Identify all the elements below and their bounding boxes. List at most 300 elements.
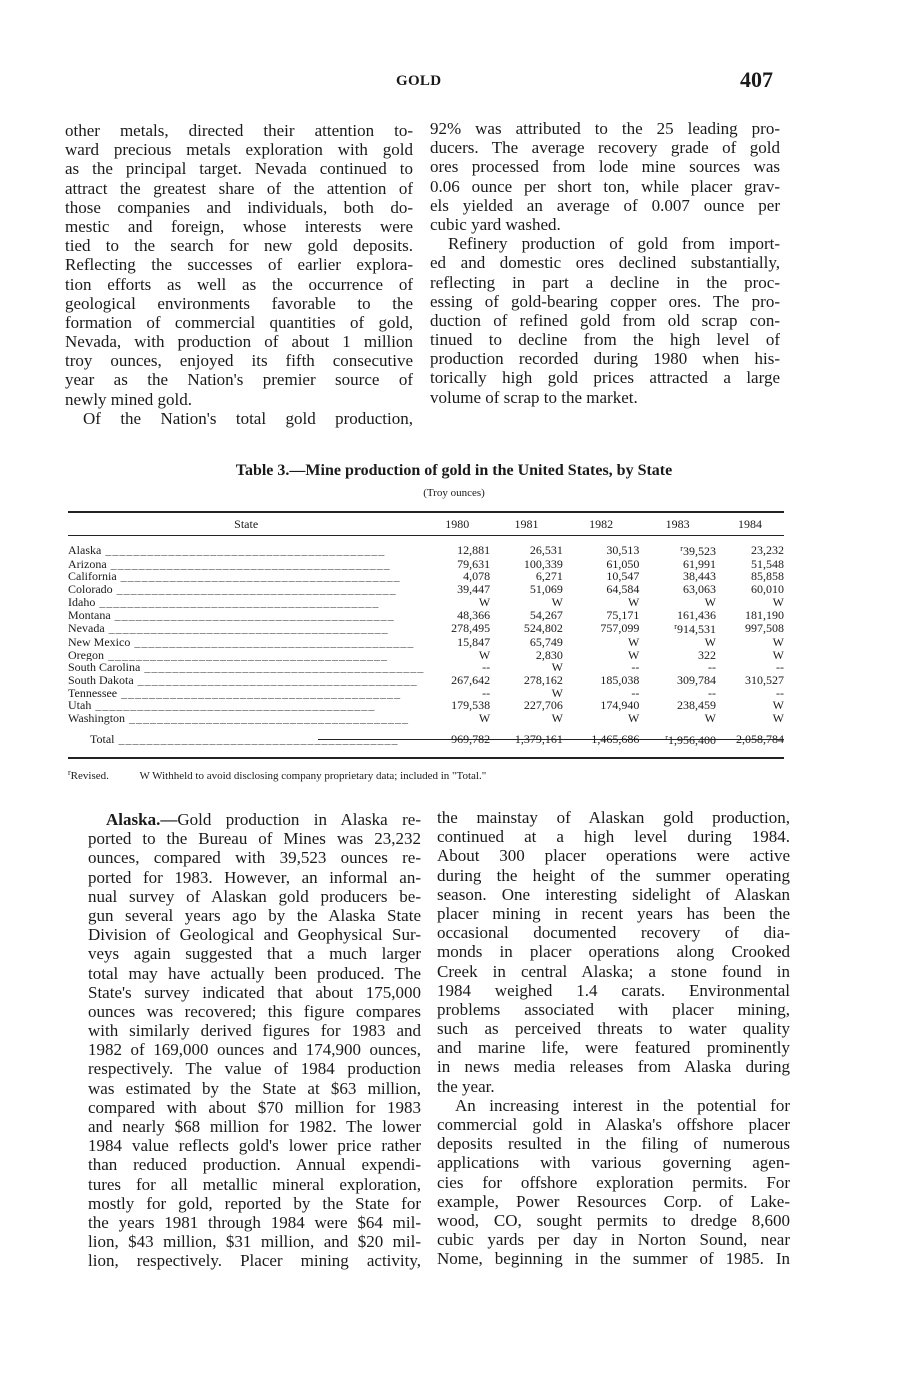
text-line-content: 1984 value reflects gold's lower price rather <box>88 1136 421 1156</box>
text-line <box>88 1021 421 1040</box>
text-line <box>437 1153 790 1172</box>
text-line <box>65 217 413 236</box>
text-line <box>65 313 413 332</box>
text-line <box>437 1077 790 1096</box>
text-line-content: other metals, directed their attention to- <box>65 121 413 140</box>
text-line <box>437 1096 790 1115</box>
running-header: GOLD <box>396 73 442 89</box>
text-line-content: lion, $43 million, $31 million, and $20 mil- <box>88 1232 421 1252</box>
text-line <box>65 159 413 178</box>
table-bottom-rule <box>68 757 784 759</box>
value-text: W <box>478 594 491 609</box>
text-line <box>65 121 413 140</box>
text-line-content: such as perceived threats to water quality <box>437 1019 790 1039</box>
text-line-content: Nevada, with production of about 1 million <box>65 332 413 352</box>
text-line <box>437 942 790 961</box>
value-text: 278,495 <box>451 621 491 636</box>
leader-dots: ________________________________________ <box>130 635 415 649</box>
value-text: W <box>704 711 716 726</box>
footnote-text: Revised. <box>70 770 109 782</box>
text-line-content: geological environments favorable to the <box>65 293 413 313</box>
state-name: Oregon <box>68 648 104 662</box>
state-name: Utah <box>68 699 92 713</box>
value-text: 65,749 <box>529 634 563 649</box>
text-line-content: gun several years ago by the Alaska State <box>88 905 421 925</box>
text-line-content: Division of Geological and Geophysical Sur- <box>88 925 421 945</box>
state-cell <box>68 609 424 622</box>
text-line <box>65 332 413 351</box>
text-line-content: in news media releases from Alaska during <box>437 1057 790 1077</box>
text-line-content: the years 1981 through 1984 were $64 mil- <box>88 1212 421 1232</box>
value-text: 4,078 <box>463 569 491 584</box>
leader-dots: ________________________________________ <box>117 686 402 700</box>
text-line <box>88 1136 421 1155</box>
table-footnotes <box>68 768 500 782</box>
value-cell <box>716 649 784 662</box>
value-text: 75,171 <box>606 607 640 622</box>
value-cell <box>716 543 784 558</box>
text-line <box>437 1000 790 1019</box>
text-line-content: veys again suggested that a much larger <box>88 944 421 964</box>
text-line-content: during the height of the summer operating <box>437 865 790 885</box>
text-column-top-right <box>430 119 780 407</box>
value-text: 63,063 <box>682 582 716 597</box>
text-line-content: Refinery production of gold from import- <box>448 234 780 254</box>
text-line <box>65 140 413 159</box>
leader-dots: ________________________________________ <box>95 595 380 609</box>
table-header-row <box>68 514 784 534</box>
table-row <box>68 674 784 687</box>
state-cell <box>68 674 424 687</box>
value-text: 309,784 <box>676 673 716 688</box>
value-cell <box>490 725 563 755</box>
state-name: Tennessee <box>68 686 118 700</box>
value-text: 61,991 <box>682 556 716 571</box>
value-text: -- <box>707 685 716 700</box>
text-line-content: season. One interesting sidelight of Alaskan <box>437 884 790 904</box>
value-text: W <box>551 711 563 726</box>
text-line-content: applications with various governing agen- <box>437 1153 790 1173</box>
text-line-content: formation of commercial quantities of gold, <box>65 312 413 332</box>
state-cell <box>68 712 424 725</box>
state-name: Nevada <box>68 621 105 636</box>
text-line-content: 92% was attributed to the 25 leading pro- <box>430 119 780 138</box>
state-name: New Mexico <box>68 635 131 649</box>
leader-dots: ________________________________________ <box>140 661 425 675</box>
text-line-content: 1982 of 169,000 ounces and 174,900 ounces, <box>88 1040 421 1060</box>
value-text: 2,058,784 <box>736 732 784 747</box>
text-line-content: attract the greatest share of the attention of <box>65 178 413 198</box>
text-column-bottom-right <box>437 808 790 1269</box>
text-line <box>430 119 780 138</box>
value-text: W <box>772 647 784 662</box>
text-line-content: 0.06 ounce per short ton, while placer grav- <box>430 176 780 196</box>
value-text: W <box>772 634 784 649</box>
text-line-content: and marine life, were featured prominently <box>437 1038 790 1058</box>
value-cell <box>563 649 639 662</box>
state-name: Total <box>90 732 115 747</box>
text-line <box>437 1173 790 1192</box>
text-line <box>88 1002 421 1021</box>
text-line <box>88 1040 421 1059</box>
text-line-content: compared with about $70 million for 1983 <box>88 1097 421 1117</box>
text-line <box>430 311 780 330</box>
text-line <box>65 255 413 274</box>
value-text: 524,802 <box>523 621 563 636</box>
value-text: W <box>551 685 563 700</box>
leader-dots: ________________________________________ <box>91 699 376 713</box>
value-text: W <box>628 647 640 662</box>
text-line-content: problems associated with placer mining, <box>437 999 790 1019</box>
text-line-content: and nearly $68 million for 1982. The lower <box>88 1117 421 1136</box>
text-line <box>430 349 780 368</box>
text-line <box>65 294 413 313</box>
value-cell <box>424 543 490 558</box>
value-text: 54,267 <box>529 607 563 622</box>
text-line <box>437 1019 790 1038</box>
table-row <box>68 636 784 649</box>
text-line-content: cubic yards per day in Norton Sound, near <box>437 1230 790 1250</box>
value-text: 238,459 <box>676 698 716 713</box>
text-line-content: year as the Nation's premier source of <box>65 370 413 390</box>
text-line <box>88 848 421 867</box>
text-line-content: State's survey indicated that about 175,000 <box>88 982 421 1002</box>
value-text: W <box>704 594 716 609</box>
value-text: 100,339 <box>523 556 563 571</box>
value-text: 179,538 <box>451 698 491 713</box>
revised-mark: r <box>674 622 677 632</box>
text-line-content: troy ounces, enjoyed its fifth consecutive <box>65 351 413 371</box>
value-text: -- <box>631 660 640 675</box>
text-line <box>437 1192 790 1211</box>
value-cell <box>563 609 639 622</box>
text-line-content: ores processed from lode mine sources was <box>430 157 780 177</box>
value-cell <box>490 609 563 622</box>
state-cell <box>68 687 424 700</box>
text-line-content: lion, respectively. Placer mining activity, <box>88 1251 421 1271</box>
text-line-content: reflecting in part a decline in the proc- <box>430 272 780 292</box>
value-cell <box>716 725 784 755</box>
value-text: W <box>478 711 491 726</box>
text-line-content: total may have actually been produced. The <box>88 963 421 983</box>
state-cell <box>68 596 424 609</box>
text-line-content: volume of scrap to the market. <box>430 387 638 407</box>
text-line-content: Creek in central Alaska; a stone found in <box>437 961 790 981</box>
value-text: 79,631 <box>457 556 491 571</box>
text-line-content: monds in placer operations along Crooked <box>437 942 790 962</box>
column-header: 1982 <box>589 516 614 531</box>
value-text: W <box>628 634 640 649</box>
table-top-rule <box>68 511 784 513</box>
value-text: 39,447 <box>457 582 491 597</box>
value-text: 10,547 <box>606 569 640 584</box>
state-cell <box>68 621 424 636</box>
table-row <box>68 558 784 571</box>
text-line <box>88 1194 421 1213</box>
value-text: -- <box>776 660 784 675</box>
state-name: California <box>68 570 117 584</box>
value-text: -- <box>631 685 640 700</box>
text-line <box>430 196 780 215</box>
value-cell <box>716 621 784 636</box>
table-subtitle: (Troy ounces) <box>423 487 485 499</box>
value-text: W <box>628 594 640 609</box>
text-line-content: tinued to decline from the high level of <box>430 330 780 350</box>
text-line-content: the year. <box>437 1076 495 1096</box>
value-cell <box>424 712 490 725</box>
value-text: 85,858 <box>751 569 784 584</box>
text-line <box>430 368 780 387</box>
value-text: W <box>551 594 563 609</box>
column-header: State <box>234 516 259 531</box>
text-line-content: tied to the search for new gold deposits. <box>65 236 413 256</box>
value-cell <box>424 649 490 662</box>
text-line-content: as the principal target. Nevada continued to <box>65 159 413 179</box>
value-text: 1,379,161 <box>514 732 563 747</box>
text-line-content: An increasing interest in the potential for <box>455 1095 790 1115</box>
value-text: 12,881 <box>457 543 491 557</box>
text-line <box>437 846 790 865</box>
value-text: 15,847 <box>457 634 491 649</box>
value-cell <box>639 712 716 725</box>
state-name: Montana <box>68 608 111 622</box>
value-text: 757,099 <box>600 621 640 636</box>
state-name: Colorado <box>68 583 113 596</box>
leader-dots: ________________________________________ <box>133 674 418 687</box>
value-cell <box>563 674 639 687</box>
state-cell <box>68 543 424 558</box>
table-title: Table 3.—Mine production of gold in the United States, by State <box>235 462 673 479</box>
text-line <box>88 1098 421 1117</box>
value-cell <box>639 543 716 558</box>
leader-dots: ________________________________________ <box>106 557 391 571</box>
text-line-content: ounces, compared with 39,523 ounces re- <box>88 848 421 868</box>
value-text: W <box>704 634 716 649</box>
value-cell <box>424 725 490 755</box>
text-line <box>437 962 790 981</box>
text-line <box>437 827 790 846</box>
state-cell <box>68 636 424 649</box>
text-line <box>88 944 421 963</box>
leader-dots: ________________________________________ <box>101 543 386 557</box>
value-text: 227,706 <box>523 698 563 713</box>
column-header: 1984 <box>737 516 762 531</box>
leader-dots: ________________________________________ <box>104 648 388 662</box>
text-line <box>65 409 413 428</box>
value-cell <box>424 621 490 636</box>
text-line-content: els yielded an average of 0.007 ounce per <box>430 195 780 215</box>
column-header: 1981 <box>514 516 539 531</box>
text-line-content: commercial gold in Alaska's offshore placer <box>437 1115 790 1134</box>
text-line-content: ounces was recovered; this figure compares <box>88 1001 421 1021</box>
value-text: 278,162 <box>523 673 563 688</box>
text-line-content: 1984 weighed 1.4 carats. Environmental <box>437 980 790 1000</box>
value-text: -- <box>707 660 716 675</box>
text-line-content: newly mined gold. <box>65 389 193 409</box>
text-line <box>88 1232 421 1251</box>
text-line <box>437 1211 790 1230</box>
table-row <box>68 621 784 636</box>
state-cell <box>68 699 424 712</box>
text-line-content: wood, CO, sought permits to dredge 8,600 <box>437 1210 790 1230</box>
text-line-content: was estimated by the State at $63 million, <box>88 1078 421 1098</box>
text-column-top-left <box>65 121 413 428</box>
text-line <box>430 234 780 253</box>
text-line <box>437 904 790 923</box>
section-heading: Alaska.— <box>106 810 178 829</box>
value-text: 6,271 <box>535 569 563 584</box>
text-line-content: ed and domestic ores declined substantially, <box>430 253 780 273</box>
text-line-content: Gold production in Alaska re- <box>177 810 421 829</box>
leader-dots: ________________________________________ <box>110 608 395 622</box>
text-line-content: than reduced production. Annual expendi- <box>88 1155 421 1175</box>
text-line <box>88 1251 421 1270</box>
value-text: W <box>478 647 491 662</box>
value-text: 30,513 <box>606 543 640 557</box>
text-line-content: continued at a high level during 1984. <box>437 827 790 847</box>
text-line <box>88 1059 421 1078</box>
value-text: 39,523 <box>682 544 716 558</box>
state-cell <box>68 725 424 755</box>
value-cell <box>639 621 716 636</box>
text-line-content: essing of gold-bearing copper ores. The pro- <box>430 291 780 311</box>
text-line-content: cubic yard washed. <box>430 214 561 234</box>
revised-mark: r <box>680 544 683 553</box>
value-text: 1,465,686 <box>591 732 640 747</box>
text-line-content: occasional documented recovery of dia- <box>437 923 790 943</box>
value-text: 161,436 <box>676 607 716 622</box>
text-line-content: duction of refined gold from old scrap con- <box>430 310 780 330</box>
table-row <box>68 649 784 662</box>
value-text: 60,010 <box>751 582 784 597</box>
text-line <box>437 885 790 904</box>
table-row <box>68 570 784 583</box>
value-cell <box>563 712 639 725</box>
value-text: 23,232 <box>751 543 784 557</box>
text-line-content: ported for 1983. However, an informal an- <box>88 867 421 887</box>
table-row <box>68 712 784 725</box>
text-line <box>430 157 780 176</box>
text-line <box>65 390 413 409</box>
value-cell <box>716 712 784 725</box>
leader-dots: ________________________________________ <box>116 570 401 584</box>
text-line <box>430 330 780 349</box>
value-cell <box>424 609 490 622</box>
value-text: 185,038 <box>600 673 640 688</box>
value-cell <box>639 674 716 687</box>
value-cell <box>563 725 639 755</box>
text-line <box>430 138 780 157</box>
value-cell <box>424 674 490 687</box>
state-cell <box>68 649 424 662</box>
value-text: -- <box>482 660 491 675</box>
leader-dots: ________________________________________ <box>104 621 389 636</box>
value-text: 969,782 <box>451 732 491 747</box>
value-cell <box>716 609 784 622</box>
value-text: 181,190 <box>745 607 784 622</box>
footnote-revised <box>68 770 123 782</box>
text-line-content: nual survey of Alaskan gold producers be- <box>88 886 421 906</box>
table-row <box>68 583 784 596</box>
value-cell <box>490 543 563 558</box>
state-name: South Carolina <box>68 661 141 675</box>
text-line-content: cies for offshore exploration permits. For <box>437 1172 790 1192</box>
text-line <box>88 925 421 944</box>
text-line <box>430 215 780 234</box>
text-line <box>88 964 421 983</box>
text-line <box>437 1057 790 1076</box>
value-cell <box>490 712 563 725</box>
value-cell <box>563 621 639 636</box>
value-cell <box>563 543 639 558</box>
value-cell <box>716 674 784 687</box>
text-line-content: with similarly derived figures for 1983 and <box>88 1021 421 1041</box>
text-line <box>65 179 413 198</box>
text-line <box>88 1117 421 1136</box>
table-row <box>68 699 784 712</box>
text-line-content: the mainstay of Alaskan gold production, <box>437 808 790 827</box>
text-line <box>437 808 790 827</box>
table-total-row <box>68 725 784 755</box>
page-number: 407 <box>740 67 773 92</box>
text-line <box>437 1115 790 1134</box>
table-row <box>68 609 784 622</box>
value-text: 322 <box>697 647 716 662</box>
value-cell <box>639 609 716 622</box>
text-line <box>430 177 780 196</box>
text-line <box>88 1213 421 1232</box>
text-line <box>437 1249 790 1268</box>
value-text: W <box>772 594 784 609</box>
value-cell <box>490 621 563 636</box>
text-line-content: Reflecting the successes of earlier explora- <box>65 255 413 275</box>
text-line-content: deposits resulted in the filing of numerous <box>437 1134 790 1154</box>
text-line-content: Of the Nation's total gold production, <box>83 408 413 428</box>
value-text: W <box>551 660 563 675</box>
text-line-content: ducers. The average recovery grade of gold <box>430 138 780 158</box>
value-cell <box>639 649 716 662</box>
text-line <box>65 275 413 294</box>
text-line <box>437 866 790 885</box>
value-text: 914,531 <box>676 622 716 637</box>
text-line-content: those companies and individuals, both do- <box>65 197 413 217</box>
text-line <box>430 292 780 311</box>
revised-mark: r <box>68 768 71 777</box>
value-text: 51,069 <box>529 582 563 597</box>
table-row <box>68 543 784 558</box>
value-text: -- <box>776 685 784 700</box>
text-line <box>88 1079 421 1098</box>
state-cell <box>68 583 424 596</box>
state-cell <box>68 570 424 583</box>
value-cell <box>639 725 716 755</box>
text-line <box>88 887 421 906</box>
gold-production-table <box>68 514 784 755</box>
text-line <box>437 1134 790 1153</box>
text-line <box>88 983 421 1002</box>
column-header: 1980 <box>445 516 470 531</box>
leader-dots: ________________________________________ <box>112 583 397 596</box>
spacer-row <box>68 534 784 543</box>
leader-dots: ________________________________________ <box>125 712 410 725</box>
text-line-content: production recorded during 1980 when his- <box>430 349 780 369</box>
text-line-content: Nome, beginning in the summer of 1985. In <box>437 1249 790 1269</box>
text-line <box>88 868 421 887</box>
text-line-content: example, Power Resources Corp. of Lake- <box>437 1191 790 1211</box>
text-line <box>88 810 421 829</box>
text-line <box>437 1230 790 1249</box>
text-line-content: torically high gold prices attracted a large <box>430 368 780 388</box>
